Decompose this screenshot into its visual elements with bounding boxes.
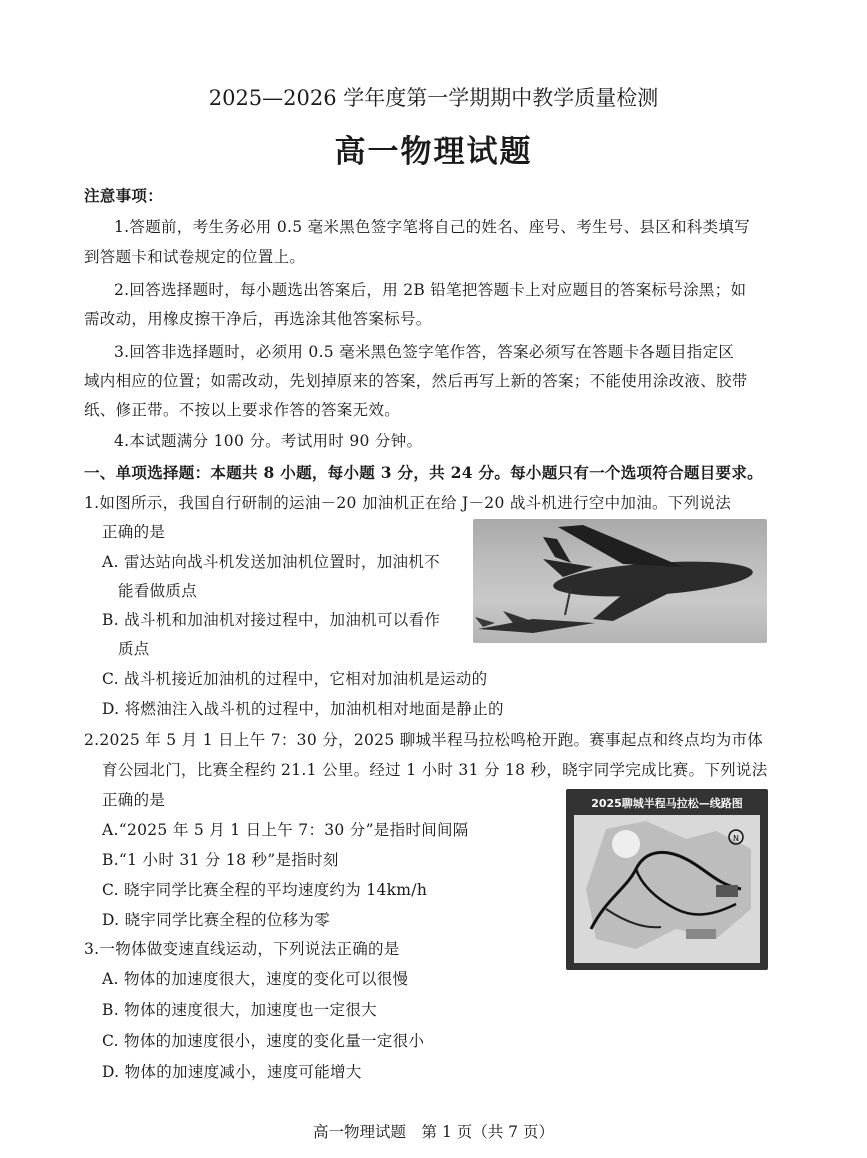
q1-stem: 正确的是 [102, 523, 166, 541]
q1-option-a: 能看做质点 [118, 582, 198, 600]
q2-option-c: C. 晓宇同学比赛全程的平均速度约为 14km/h [102, 881, 428, 899]
q3-option-c: C. 物体的加速度很小，速度的变化量一定很小 [102, 1032, 425, 1050]
q2-option-a: A.“2025 年 5 月 1 日上午 7：30 分”是指时间间隔 [102, 821, 469, 839]
q1-option-d: D. 将燃油注入战斗机的过程中，加油机相对地面是静止的 [102, 700, 504, 718]
q1-option-a: A. 雷达站向战斗机发送加油机位置时，加油机不 [102, 553, 440, 571]
notice-line: 3.回答非选择题时，必须用 0.5 毫米黑色签字笔作答，答案必须写在答题卡各题目指定区 [114, 343, 735, 361]
notice-line: 到答题卡和试卷规定的位置上。 [84, 248, 306, 266]
q1-stem: 1.如图所示，我国自行研制的运油－20 加油机正在给 J－20 战斗机进行空中加油。下列说法 [84, 494, 732, 512]
q2-option-b: B.“1 小时 31 分 18 秒”是指时刻 [102, 851, 339, 869]
q2-option-d: D. 晓宇同学比赛全程的位移为零 [102, 911, 331, 929]
q1-option-b: 质点 [118, 640, 150, 658]
aerial-refueling-photo [473, 519, 767, 643]
route-map-drawing [566, 789, 768, 970]
notice-line: 需改动，用橡皮擦干净后，再选涂其他答案标号。 [84, 310, 432, 328]
notice-line: 2.回答选择题时，每小题选出答案后，用 2B 铅笔把答题卡上对应题目的答案标号涂黑；如 [114, 281, 747, 299]
marathon-route-map [566, 789, 768, 970]
q2-stem: 正确的是 [102, 791, 166, 809]
notice-line: 域内相应的位置；如需改动，先划掉原来的答案，然后再写上新的答案；不能使用涂改液、胶带 [84, 372, 748, 390]
q3-option-d: D. 物体的加速度减小，速度可能增大 [102, 1063, 362, 1081]
q3-option-b: B. 物体的速度很大，加速度也一定很大 [102, 1001, 377, 1019]
q3-option-a: A. 物体的加速度很大，速度的变化可以很慢 [102, 970, 409, 988]
notice-heading: 注意事项： [84, 186, 164, 205]
map-title: 2025聊城半程马拉松—线路图 [591, 797, 743, 810]
notice-line: 纸、修正带。不按以上要求作答的答案无效。 [84, 401, 401, 419]
svg-text:N: N [733, 834, 739, 843]
section-heading: 一、单项选择题：本题共 8 小题，每小题 3 分，共 24 分。每小题只有一个选项符合题目要求。 [84, 463, 763, 482]
q2-stem: 2.2025 年 5 月 1 日上午 7：30 分，2025 聊城半程马拉松鸣枪开跑。赛事起点和终点均为市体 [84, 731, 764, 749]
subject-title: 高一物理试题 [334, 134, 533, 170]
exam-title: 2025—2026 学年度第一学期期中教学质量检测 [208, 86, 659, 110]
q1-option-c: C. 战斗机接近加油机的过程中，它相对加油机是运动的 [102, 670, 488, 688]
aircraft-illustration [473, 519, 767, 643]
notice-line: 4.本试题满分 100 分。考试用时 90 分钟。 [114, 432, 423, 450]
notice-line: 1.答题前，考生务必用 0.5 毫米黑色签字笔将自己的姓名、座号、考生号、县区和科类填写 [114, 218, 750, 236]
page-footer: 高一物理试题 第 1 页（共 7 页） [313, 1123, 554, 1141]
q2-stem: 育公园北门，比赛全程约 21.1 公里。经过 1 小时 31 分 18 秒，晓宇同学完成比赛。下列说法 [102, 761, 768, 779]
q3-stem: 3.一物体做变速直线运动，下列说法正确的是 [84, 940, 400, 958]
q1-option-b: B. 战斗机和加油机对接过程中，加油机可以看作 [102, 611, 441, 629]
